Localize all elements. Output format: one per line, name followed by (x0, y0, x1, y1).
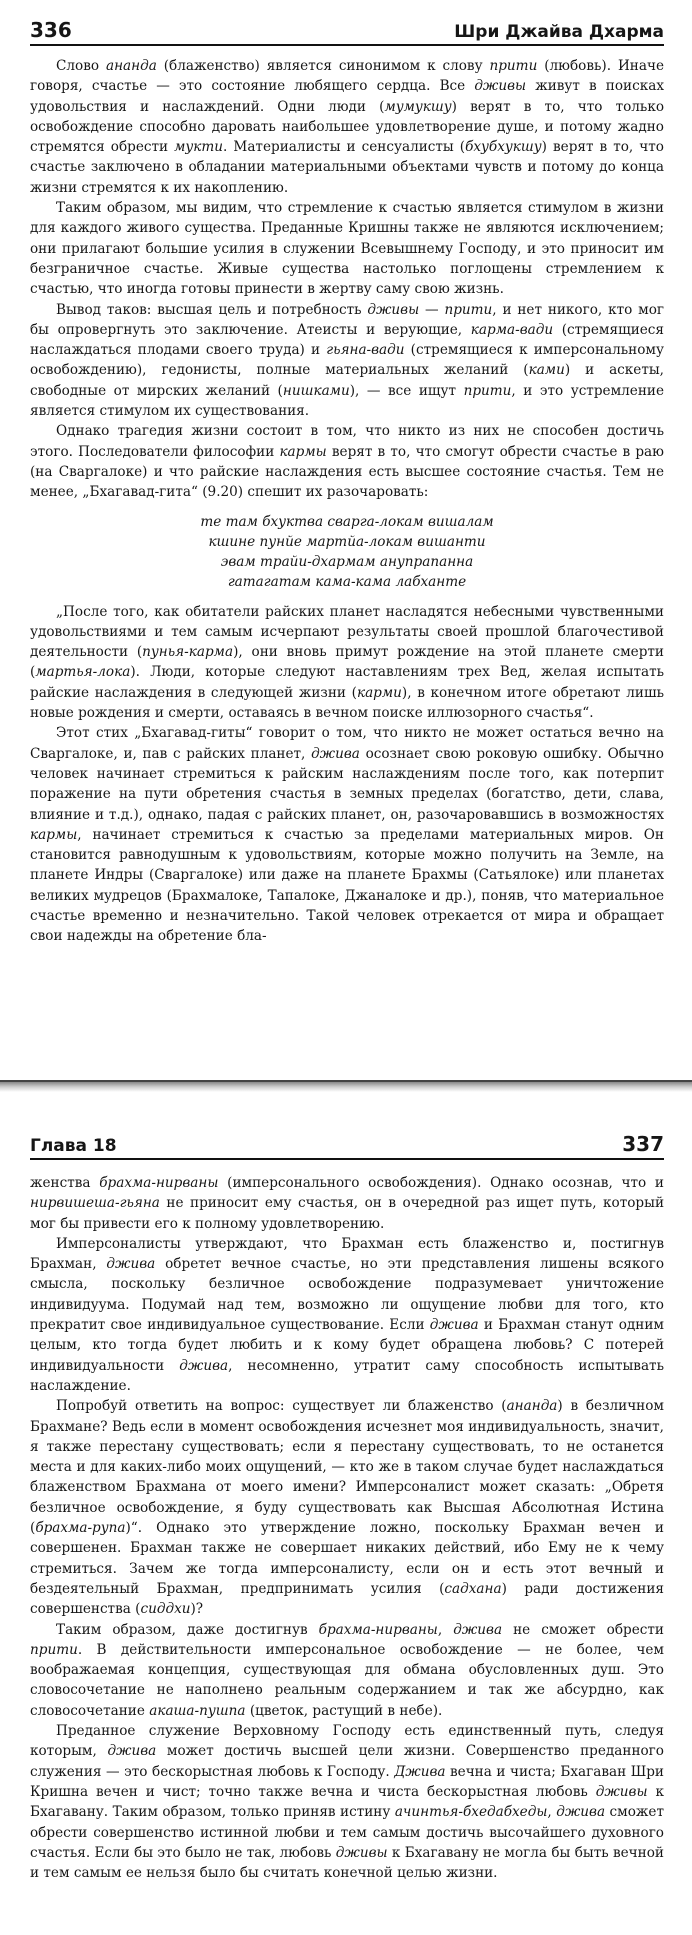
text-run: (стремящиеся к имперсональному освобождению), гедонисты, полные материальных желаний ( (30, 342, 665, 379)
paragraph (30, 1234, 664, 1396)
verse-line: кшине пунйе мартйа-локам вишанти (208, 533, 486, 550)
text-run: . Материалисты и сенсуалисты ( (223, 139, 466, 156)
book-page-337 (0, 1092, 692, 1935)
text-run: Однако трагедия жизни состоит в том, что никто из них не способен достичь этого. Последователи философии (30, 423, 664, 460)
text-run: (цветок, растущий в небе). (245, 1702, 443, 1719)
text-run: женства (30, 1175, 100, 1191)
text-run: ), в конечном итоге обретают лишь новые рождения и смерти, оставаясь в вечном поиске иллюзорного счастья“. (30, 684, 664, 722)
paragraph (30, 723, 664, 946)
italic-term: дживы (595, 1783, 648, 1800)
page-number: 336 (30, 18, 72, 42)
italic-term: дживы (474, 78, 527, 95)
text-run: не приносит ему счастья, он в очередной раз ищет путь, который мог бы привести его к полному удовлетворению. (30, 1195, 664, 1232)
text-run: )? (190, 1601, 204, 1618)
text-run: — (419, 301, 445, 318)
text-run: , (547, 1804, 557, 1821)
text-run: верят в то, что смогут обрести счастье в раю (на Сваргалоке) и что райские наслаждения есть высшее состояние счастья. Тем не менее, „Бхагавад-гита“ (9.20) спешит их разочаровать: (30, 443, 664, 501)
italic-term: джива (179, 1357, 229, 1374)
italic-term: сиддхи (140, 1601, 191, 1618)
text-run: ) верят в то, что только освобождение способно даровать наибольшее удовлетворение душе, и потому жадно стремятся обрести (30, 98, 665, 156)
text-run: ). Люди, которые следуют наставлениям трех Вед, желая испытать райские наслаждения в следующей жизни ( (30, 664, 664, 701)
italic-term: дживы (335, 1844, 388, 1861)
italic-term: джива (453, 1621, 503, 1638)
text-run: , несомненно, утратит саму способность испытывать наслаждение. (30, 1357, 664, 1394)
italic-term: джива (107, 1743, 157, 1760)
text-run: сможет обрести совершенство истинной любви и тем самым достичь высочайшего духовного счастья. Если бы это было не так, любовь (30, 1804, 664, 1861)
paragraph (30, 300, 664, 422)
italic-term: дживы (367, 301, 420, 318)
italic-term: брахма-рупа (35, 1520, 126, 1537)
paragraph (30, 602, 664, 724)
text-run: (любовь). Иначе говоря, счастье — это состояние любящего сердца. Все (30, 58, 664, 95)
italic-term: прити (489, 58, 538, 74)
italic-term: брахма-нирваны (99, 1175, 219, 1191)
italic-term: прити (444, 301, 493, 318)
text-run: не сможет обрести (502, 1621, 664, 1638)
text-run: ), — все ищут (349, 382, 464, 399)
running-title: Шри Джайва Дхарма (454, 22, 664, 42)
italic-term: джива (556, 1804, 606, 1821)
text-run: ) ради достижения совершенства ( (30, 1580, 664, 1618)
text-run: . В действительности имперсональное освобождение — не более, чем воображаемая концепция, существующая для обмана обусловленных душ. Это словосочетание не наполнено реальным содержанием и так же абсурдно, как словосочетание (30, 1641, 664, 1719)
text-run: живут в поисках удовольствия и наслаждений. Одни люди ( (30, 78, 664, 115)
page-number: 337 (622, 1132, 664, 1156)
text-run: , (437, 1621, 454, 1638)
text-run: (блаженство) является синонимом к слову (156, 58, 490, 74)
text-run: Имперсоналисты утверждают, что Брахман есть блаженство и, постигнув Брахман, (30, 1235, 664, 1273)
text-run: может достичь высшей цели жизни. Совершенство преданного служения — это бескорыстная любовь к Господу. (30, 1743, 664, 1780)
paragraph (30, 1396, 664, 1619)
paragraph (30, 1173, 664, 1234)
sanskrit-verse (30, 512, 664, 592)
page-header (30, 16, 664, 46)
italic-term: джива (311, 745, 360, 762)
italic-term: джива (429, 1317, 479, 1334)
italic-term: ананда (105, 58, 157, 74)
text-run: ) в безличном Брахмане? Ведь если в момент освобождения исчезнет моя индивидуальность, значит, я также перестану существовать; если я перестану существовать, то не останется места и для каких-либо моих ощущений, — кто же в таком случае будет наслаждаться блаженством Брахмана от моего имени? Имперсоналист может сказать: „Обретя безличное освобождение, я буду существовать как Высшая Абсолютная Истина ( (30, 1398, 664, 1537)
verse-line: эвам трайи-дхармам анупрапанна (220, 553, 474, 570)
text-run: (имперсонального освобождения). Однако осознав, что и (218, 1175, 664, 1191)
text-run: , и это устремление является стимулом их существования. (30, 382, 664, 420)
italic-term: карми (356, 684, 402, 701)
italic-term: бхубхукшу (465, 139, 542, 156)
paragraph: Таким образом, мы видим, что стремление к счастью является стимулом в жизни для каждого живого существа. Преданные Кришны также не являются исключением; они прилагают большие усилия в служении Всевышнему Господу, и это приносит им безграничное счастье. Живые существа настолько поглощены стремлением к счастью, что иногда готовы принести в жертву саму свою жизнь. (30, 200, 664, 298)
text-run: ) верят в то, что счастье заключено в обладании материальными объектами чувств и потому до конца жизни стремятся к их накоплению. (30, 139, 664, 196)
text-run: ), они вновь примут рождение на этой планете смерти ( (30, 644, 664, 681)
italic-term: прити (463, 382, 512, 399)
text-run: , и нет никого, кто мог бы опровергнуть это заключение. Атеисты и верующие, (30, 301, 664, 338)
text-run: (стремящиеся наслаждаться плодами своего труда) и (30, 321, 665, 359)
italic-term: акаша-пушпа (149, 1702, 246, 1719)
text-run: к Бхагавану не могла бы быть вечной и тем самым ее нельзя было бы считать конечной целью жизни. (30, 1844, 664, 1882)
verse-line: те там бхуктва сварга-локам вишалам (200, 513, 494, 530)
text-run: осознает свою роковую ошибку. Обычно человек начинает стремиться к райским наслаждениям после того, как потерпит поражение на пути обретения счастья в земных пределах (богатство, дети, слава, влияние и т.д.), однако, падая с райских планет, он, разочаровавшись в возможностях (30, 745, 664, 823)
italic-term: мартья-лока (35, 664, 131, 681)
italic-term: садхана (444, 1580, 502, 1597)
paragraph (30, 1721, 664, 1883)
italic-term: прити (30, 1641, 78, 1658)
italic-term: Джива (394, 1763, 446, 1780)
text-run: Преданное служение Верховному Господу есть единственный путь, следуя которым, (30, 1723, 664, 1760)
verse-line: гатагатам кама-кама лабханте (227, 573, 467, 590)
page-body (30, 1173, 664, 1883)
paragraph (30, 1620, 664, 1721)
text-run: Этот стих „Бхагавад-гиты“ говорит о том, что никто не может остаться вечно на Сваргалоке, и, пав с райских планет, (30, 725, 664, 762)
italic-term: ками (528, 362, 565, 379)
text-run: ) и аскеты, свободные от мирских желаний ( (30, 362, 664, 399)
text-run: к Бхагавану. Таким образом, только приняв истину (30, 1783, 664, 1821)
italic-term: нирвишеша-гьяна (30, 1195, 160, 1212)
italic-term: ананда (506, 1398, 558, 1415)
italic-term: карма-вади (470, 321, 554, 338)
page-header (30, 1130, 664, 1160)
text-run: „После того, как обитатели райских планет насладятся небесными чувственными удовольствиями и тем самым исчерпают результаты своей прошлой благочестивой деятельности ( (30, 603, 664, 661)
chapter-title: Глава 18 (30, 1136, 117, 1156)
italic-term: нишками (282, 382, 350, 399)
text-run: Слово (56, 58, 106, 74)
italic-term: мумукшу (384, 98, 452, 115)
text-run: вечна и чиста; Бхагаван Шри Кришна вечен и чист; точно также вечна и чиста бескорыстная любовь (30, 1763, 664, 1800)
text-run: Попробуй ответить на вопрос: существует ли блаженство ( (56, 1398, 507, 1415)
italic-term: пунья-карма (142, 644, 234, 661)
page-body (30, 56, 664, 947)
text-run: Вывод таков: высшая цель и потребность (56, 301, 368, 318)
italic-term: джива (106, 1256, 156, 1273)
italic-term: мукти (174, 139, 224, 156)
italic-term: ачинтья-бхедабхеды (394, 1804, 548, 1821)
text-run: Таким образом, даже достигнув (56, 1621, 319, 1638)
paragraph (30, 421, 664, 502)
italic-term: кармы (279, 443, 327, 460)
italic-term: кармы (30, 826, 78, 843)
italic-term: гьяна-вади (326, 342, 405, 359)
text-run: и Брахман станут одним целым, кто тогда будет любить и к кому будет обращена любовь? С потерей индивидуальности (30, 1317, 664, 1374)
paragraph (30, 56, 664, 198)
italic-term: брахма-нирваны (318, 1621, 438, 1638)
text-run: , начинает стремиться к счастью за пределами материальных миров. Он становится равнодушным к удовольствиям, которые можно получить на Земле, на планете Индры (Сваргалоке) или даже на планете Брахмы (Сатьялоке) или планетах великих мудрецов (Брахмалоке, Тапалоке, Джаналоке и др.), поняв, что материальное счастье временно и незначительно. Такой человек отрекается от мира и обращает свои надежды на обретение бла- (30, 826, 664, 945)
text-run: обретет вечное счастье, но эти представления лишены всякого смысла, поскольку безличное освобождение подразумевает уничтожение индивидуума. Подумай над тем, возможно ли ощущение любви для того, кто прекратит свое индивидуальное существование. Если (30, 1256, 664, 1334)
text-run: )“. Однако это утверждение ложно, поскольку Брахман вечен и совершенен. Брахман также не совершает никаких действий, ибо Ему не к чему стремиться. Зачем же тогда имперсоналисту, если он и есть этот вечный и бездеятельный Брахман, предпринимать усилия ( (30, 1520, 664, 1597)
page-separator (0, 1078, 692, 1092)
